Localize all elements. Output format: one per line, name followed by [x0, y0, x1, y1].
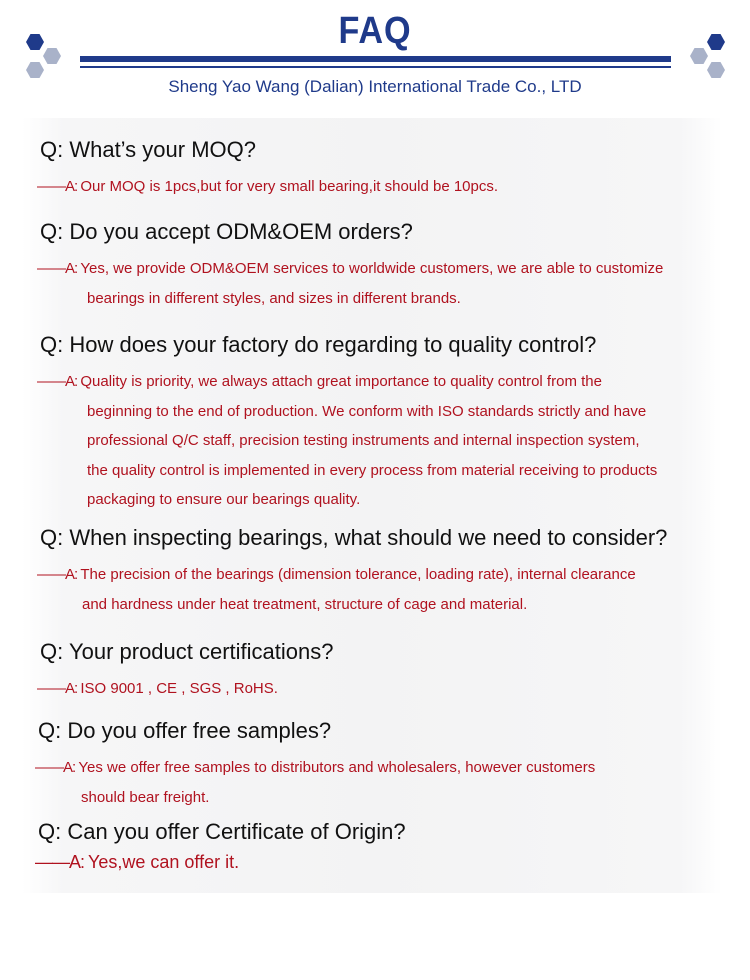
answer-line: professional Q/C staff, precision testing instruments and internal inspection system, — [87, 432, 640, 449]
answer-prefix: ——A: — [37, 260, 81, 277]
faq-item — [22, 136, 722, 202]
faq-answer — [37, 560, 714, 619]
answer-line: The precision of the bearings (dimension tolerance, loading rate), internal clearance — [80, 566, 636, 583]
answer-prefix: ——A: — [35, 759, 79, 776]
answer-line: Quality is priority, we always attach great importance to quality control from the — [80, 373, 602, 390]
faq-answer — [37, 674, 714, 704]
hexagon-icon — [690, 48, 704, 60]
hexagon-icon — [26, 62, 40, 74]
faq-item — [22, 218, 722, 313]
hexagon-icon — [26, 34, 40, 46]
faq-question: Q: Can you offer Certificate of Origin? — [38, 819, 406, 844]
faq-item — [22, 331, 722, 515]
answer-prefix: ——A: — [35, 852, 89, 872]
page-title: FAQ — [338, 10, 412, 52]
answer-line: bearings in different styles, and sizes in different brands. — [87, 289, 461, 307]
answer-line: beginning to the end of production. We conform with ISO standards strictly and have — [87, 402, 647, 420]
answer-prefix: ——A: — [37, 566, 81, 583]
faq-item — [22, 818, 722, 878]
answer-prefix: ——A: — [37, 373, 81, 390]
answer-line: the quality control is implemented in every process from material receiving to products — [87, 461, 658, 479]
faq-question: Q: How does your factory do regarding to quality control? — [40, 332, 597, 357]
hexagon-icon — [707, 62, 721, 74]
faq-answer — [37, 254, 714, 313]
faq-question: Q: What’s your MOQ? — [40, 137, 256, 162]
faq-answer — [37, 367, 714, 515]
hexagon-icon — [43, 48, 57, 60]
answer-line: should bear freight. — [81, 788, 210, 806]
title-rule-thick — [80, 56, 671, 62]
faq-answer — [35, 753, 714, 812]
answer-line: packaging to ensure our bearings quality. — [87, 491, 361, 508]
answer-prefix: ——A: — [37, 178, 81, 195]
faq-answer — [35, 848, 714, 878]
answer-prefix: ——A: — [37, 680, 81, 697]
title-rule-thin — [80, 66, 671, 68]
faq-answer — [37, 172, 714, 202]
faq-question: Q: Do you accept ODM&OEM orders? — [40, 219, 413, 244]
faq-header — [0, 0, 750, 110]
faq-question: Q: Do you offer free samples? — [38, 718, 332, 743]
answer-line: ISO 9001 , CE , SGS , RoHS. — [80, 680, 278, 697]
answer-line: Our MOQ is 1pcs,but for very small bearing,it should be 10pcs. — [80, 178, 499, 195]
faq-list — [22, 118, 722, 893]
faq-question: Q: When inspecting bearings, what should we need to consider? — [40, 525, 668, 550]
answer-line: Yes,we can offer it. — [88, 852, 240, 872]
faq-item — [22, 717, 722, 812]
faq-question: Q: Your product certifications? — [40, 639, 334, 664]
faq-item — [22, 638, 722, 704]
answer-line: and hardness under heat treatment, structure of cage and material. — [82, 595, 528, 613]
answer-line: Yes, we provide ODM&OEM services to worldwide customers, we are able to customize — [80, 260, 664, 277]
company-name: Sheng Yao Wang (Dalian) International Trade Co., LTD — [168, 77, 582, 96]
faq-item — [22, 524, 722, 619]
hexagon-icon — [707, 34, 721, 46]
answer-line: Yes we offer free samples to distributors and wholesalers, however customers — [78, 759, 596, 776]
